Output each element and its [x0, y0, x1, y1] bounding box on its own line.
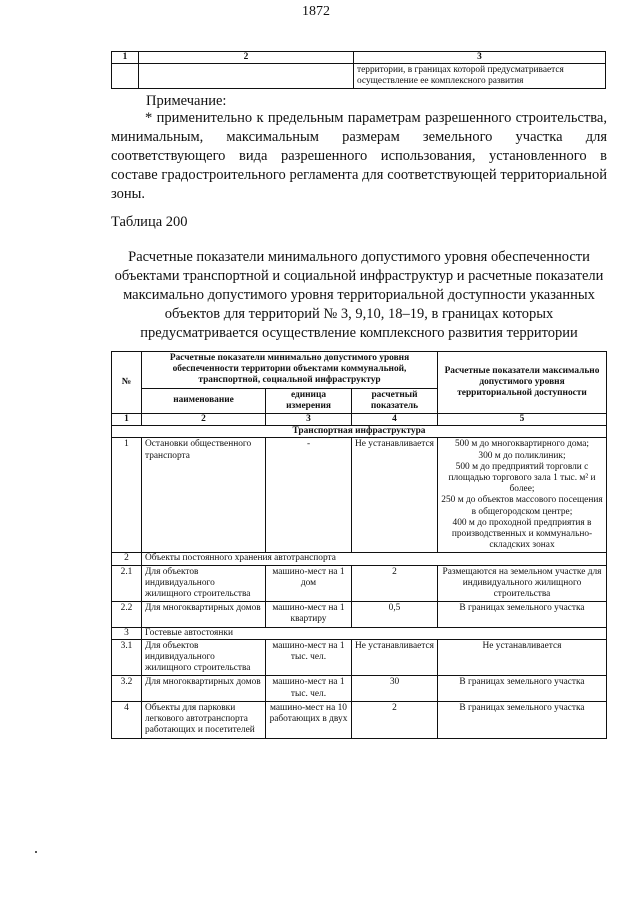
- row-max: [438, 438, 607, 553]
- header-min-group: Расчетные показатели минимально допустимого уровня обеспеченности территории объектами коммунальной, транспортной, социальной инфраструктур: [142, 352, 438, 389]
- col-number: 5: [438, 414, 607, 426]
- row-value: Не устанавливается: [352, 639, 438, 676]
- group-row: [112, 627, 607, 639]
- main-table: [111, 351, 607, 739]
- header-value: расчетный показатель: [352, 388, 438, 413]
- col-number: 3: [266, 414, 352, 426]
- continuation-table: [111, 51, 606, 89]
- row-unit: машино-мест на 1 тыс. чел.: [266, 639, 352, 676]
- group-num: 2: [112, 553, 142, 565]
- row-unit: машино-мест на 1 квартиру: [266, 602, 352, 627]
- table-row: [112, 602, 607, 627]
- group-row: [112, 553, 607, 565]
- column-number-row: [112, 414, 607, 426]
- row-num: 1: [112, 438, 142, 553]
- row-num: 4: [112, 701, 142, 738]
- header-max: Расчетные показатели максимально допустимого уровня территориальной доступности: [438, 352, 607, 414]
- row-num: 2.1: [112, 565, 142, 602]
- max-line: 500 м до предприятий торговли с площадью торгового зала 1 тыс. м² и более;: [448, 461, 596, 495]
- continuation-text: территории, в границах которой предусматривается осуществление ее комплексного развития: [354, 64, 606, 89]
- row-unit: машино-мест на 1 дом: [266, 565, 352, 602]
- row-name: Для многоквартирных домов: [142, 602, 266, 627]
- row-unit: машино-мест на 10 работающих в двух: [266, 701, 352, 738]
- empty-cell: [112, 64, 139, 89]
- header-row: [112, 352, 607, 389]
- row-name: Объекты для парковки легкового автотранспорта работающих и посетителей: [142, 701, 266, 738]
- table-title: Расчетные показатели минимального допустимого уровня обеспеченности объектами транспортной и социальной инфраструктур и расчетные показатели максимально допустимого уровня территориальной доступности указанных объектов для территорий № 3, 9,10, 18–19, в границах которых предусматривается осуществление комплексного развития территории: [114, 249, 604, 341]
- row-value: Не устанавливается: [352, 438, 438, 553]
- col-number: 4: [352, 414, 438, 426]
- row-value: 2: [352, 701, 438, 738]
- row-num: 3.1: [112, 639, 142, 676]
- col-header-3: 3: [354, 52, 606, 64]
- row-max: Размещаются на земельном участке для индивидуального жилищного строительства: [438, 565, 607, 602]
- header-name: наименование: [142, 388, 266, 413]
- col-number: 1: [112, 414, 142, 426]
- table-row: [112, 565, 607, 602]
- group-num: 3: [112, 627, 142, 639]
- table-row: [112, 676, 607, 701]
- table-row: [112, 64, 606, 89]
- table-row: [112, 438, 607, 553]
- empty-cell: [139, 64, 354, 89]
- row-unit: машино-мест на 1 тыс. чел.: [266, 676, 352, 701]
- row-name: Для объектов индивидуального жилищного строительства: [142, 639, 266, 676]
- page-number: 1872: [302, 4, 330, 19]
- section-title: Транспортная инфраструктура: [112, 426, 607, 438]
- section-row: [112, 426, 607, 438]
- group-name: Гостевые автостоянки: [142, 627, 607, 639]
- max-line: 500 м до многоквартирного дома;: [454, 439, 590, 450]
- max-line: 400 м до проходной предприятия в производственных и коммунально-складских зонах: [451, 517, 593, 551]
- row-num: 2.2: [112, 602, 142, 627]
- row-value: 2: [352, 565, 438, 602]
- row-value: 30: [352, 676, 438, 701]
- row-name: Для многоквартирных домов: [142, 676, 266, 701]
- row-name: Остановки общественного транспорта: [142, 438, 266, 553]
- header-num: №: [112, 352, 142, 414]
- table-row: [112, 701, 607, 738]
- note-text: * применительно к предельным параметрам разрешенного строительства, минимальным, максимальным размерам земельного участка для соответствующего вида разрешенного использования, установленного в составе градостроительного регламента для соответствующей территориальной зоны.: [111, 110, 607, 202]
- row-max: В границах земельного участка: [438, 676, 607, 701]
- row-value: 0,5: [352, 602, 438, 627]
- row-max: Не устанавливается: [438, 639, 607, 676]
- col-header-2: 2: [139, 52, 354, 64]
- col-number: 2: [142, 414, 266, 426]
- row-max: В границах земельного участка: [438, 701, 607, 738]
- col-header-1: 1: [112, 52, 139, 64]
- max-line: 300 м до поликлиник;: [478, 450, 566, 461]
- continuation-table-header: [112, 52, 606, 64]
- scan-speck: [35, 851, 37, 853]
- group-name: Объекты постоянного хранения автотранспорта: [142, 553, 607, 565]
- row-unit: -: [266, 438, 352, 553]
- max-line: 250 м до объектов массового посещения в общегородском центре;: [441, 495, 603, 517]
- table-row: [112, 639, 607, 676]
- header-unit: единица измерения: [266, 388, 352, 413]
- row-name: Для объектов индивидуального жилищного строительства: [142, 565, 266, 602]
- row-num: 3.2: [112, 676, 142, 701]
- table-label: Таблица 200: [111, 214, 188, 230]
- row-max: В границах земельного участка: [438, 602, 607, 627]
- note-title: Примечание:: [146, 93, 227, 109]
